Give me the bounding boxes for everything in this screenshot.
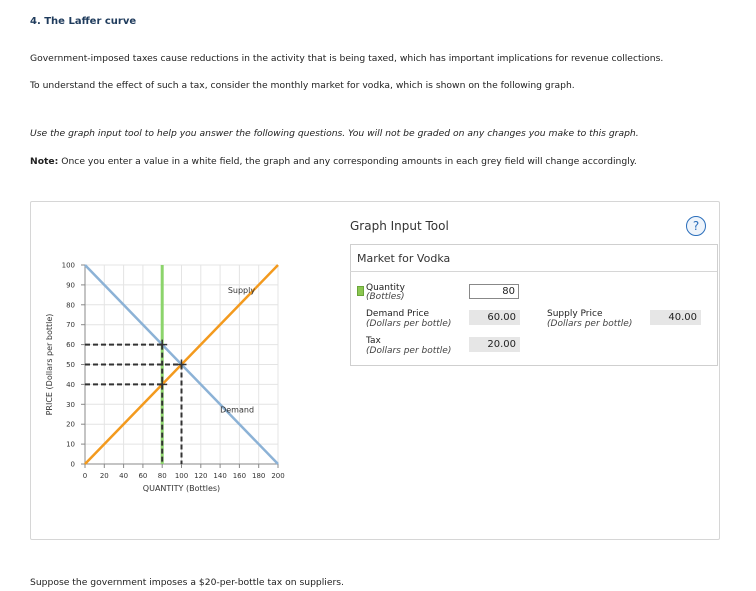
tax-unit: (Dollars per bottle) bbox=[366, 346, 452, 356]
y-tick-label: 40 bbox=[66, 380, 75, 389]
y-tick-label: 80 bbox=[66, 301, 75, 310]
y-axis-label: PRICE (Dollars per bottle) bbox=[45, 313, 54, 416]
x-tick-label: 40 bbox=[119, 472, 129, 480]
laffer-chart[interactable] bbox=[38, 255, 298, 500]
y-tick-label: 90 bbox=[66, 281, 75, 290]
y-tick-label: 50 bbox=[66, 361, 75, 369]
x-tick-label: 180 bbox=[252, 472, 266, 480]
x-tick-label: 160 bbox=[232, 472, 247, 480]
note-text: Once you enter a value in a white field, the graph and any corresponding amounts in each grey field will change accordingly. bbox=[58, 156, 637, 167]
supply-price-label: Supply Price bbox=[547, 309, 603, 319]
y-tick-label: 60 bbox=[66, 341, 75, 350]
x-tick-label: 200 bbox=[271, 472, 285, 480]
x-tick-label: 20 bbox=[99, 472, 109, 480]
y-tick-label: 0 bbox=[70, 460, 75, 469]
divider bbox=[350, 271, 717, 272]
demand-price-value: 60.00 bbox=[469, 310, 520, 325]
x-tick-label: 60 bbox=[138, 472, 148, 480]
quantity-label: Quantity bbox=[366, 283, 405, 293]
intro-paragraph: Government-imposed taxes cause reductions in the activity that is being taxed, which has important implications for revenue collections. bbox=[30, 53, 664, 64]
instructions-paragraph: Use the graph input tool to help you answer the following questions. You will not be graded on any changes you make to this graph. bbox=[30, 128, 639, 139]
x-tick-label: 120 bbox=[194, 472, 208, 480]
y-tick-label: 10 bbox=[66, 440, 75, 449]
x-axis-label: QUANTITY (Bottles) bbox=[142, 484, 221, 493]
y-tick-label: 70 bbox=[66, 321, 75, 330]
y-tick-label: 30 bbox=[66, 400, 75, 409]
market-subtitle: Market for Vodka bbox=[357, 252, 451, 265]
market-paragraph: To understand the effect of such a tax, consider the monthly market for vodka, which is shown on the following graph. bbox=[30, 80, 575, 91]
x-tick-label: 100 bbox=[174, 472, 189, 480]
note-paragraph bbox=[30, 156, 637, 167]
supply-price-unit: (Dollars per bottle) bbox=[547, 319, 633, 329]
supply-price-value: 40.00 bbox=[650, 310, 701, 325]
y-tick-label: 20 bbox=[66, 420, 75, 429]
demand-price-unit: (Dollars per bottle) bbox=[366, 319, 452, 329]
supply-label: Supply bbox=[227, 285, 256, 295]
demand-price-label: Demand Price bbox=[366, 309, 429, 319]
quantity-unit: (Bottles) bbox=[366, 292, 405, 302]
demand-label: Demand bbox=[220, 405, 255, 415]
quantity-color-swatch bbox=[357, 286, 364, 296]
y-tick-label: 100 bbox=[61, 261, 75, 270]
x-tick-label: 0 bbox=[82, 472, 88, 480]
x-tick-label: 80 bbox=[157, 472, 167, 480]
tax-value: 20.00 bbox=[469, 337, 520, 352]
help-icon[interactable]: ? bbox=[686, 216, 706, 236]
quantity-input[interactable] bbox=[469, 284, 519, 299]
footer-text: Suppose the government imposes a $20-per-bottle tax on suppliers. bbox=[30, 577, 344, 588]
x-tick-label: 140 bbox=[213, 472, 227, 480]
note-label: Note: bbox=[30, 156, 59, 167]
graph-input-tool-title: Graph Input Tool bbox=[350, 219, 449, 233]
tax-label: Tax bbox=[366, 336, 381, 346]
page-heading: 4. The Laffer curve bbox=[30, 16, 137, 27]
